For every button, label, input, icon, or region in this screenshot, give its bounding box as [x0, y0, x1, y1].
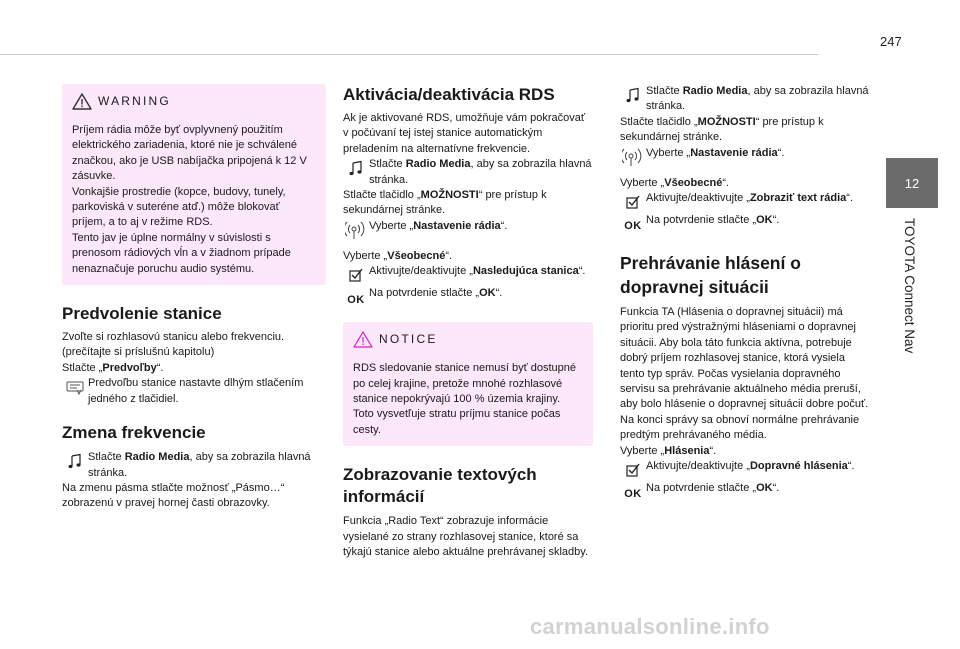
- warning-text-1: Príjem rádia môže byť ovplyvnený použitím elektrického zariadenia, ktoré nie je schválené značkou, ako je USB nabíjačka pripojená k 12 V zásuvke.: [72, 124, 307, 183]
- watermark: carmanualsonline.info: [530, 614, 770, 639]
- traffic-p2: Vyberte „Hlásenia“.: [620, 444, 717, 457]
- warning-title: WARNING: [98, 93, 171, 108]
- music-note-icon: [625, 87, 641, 103]
- c3-step-1: Stlačte Radio Media, aby sa zobrazila hlavná stránka.: [620, 84, 872, 115]
- zmena-step-text: Stlačte Radio Media, aby sa zobrazila hlavná stránka.: [88, 451, 311, 479]
- predvolenie-step: [62, 376, 326, 407]
- heading-text-info: Zobrazovanie textových informácií: [343, 465, 537, 507]
- column-3: [620, 84, 872, 503]
- preset-button-icon: [65, 379, 85, 395]
- text-info-p1: Funkcia „Radio Text“ zobrazuje informácie vysielané zo strany rozhlasovej stanice, ktoré sa týkajú stanice alebo aktuálne prehrávanej skladby.: [343, 515, 589, 559]
- rds-step-4: OK Na potvrdenie stlačte „OK“.: [343, 286, 593, 308]
- page-number: 247: [880, 34, 902, 49]
- predvolenie-p3: Stlačte „Predvoľby“.: [62, 361, 164, 374]
- warning-text-2: Vonkajšie prostredie (kopce, budovy, tunely, parkoviská v suteréne atď.) môže blokovať príjem, a to aj v režime RDS.: [72, 185, 286, 229]
- zmena-step: [62, 450, 326, 481]
- radio-settings-icon: [622, 147, 644, 167]
- checkbox-icon: [625, 462, 641, 478]
- checkbox-icon: [348, 267, 364, 283]
- heading-zmena: Zmena frekvencie: [62, 423, 206, 443]
- predvolenie-p1: Zvoľte si rozhlasovú stanicu alebo frekvenciu.: [62, 331, 285, 344]
- chapter-number: 12: [904, 175, 920, 191]
- rds-step-2: Vyberte „Nastavenie rádia“.: [343, 219, 593, 241]
- rds-step-3: Aktivujte/deaktivujte „Nasledujúca stanica“.: [343, 264, 593, 286]
- music-note-icon: [348, 160, 364, 176]
- traffic-step-1: Aktivujte/deaktivujte „Dopravné hlásenia“.: [620, 459, 872, 481]
- c3-p1: Stlačte tlačidlo „MOŽNOSTI“ pre prístup k sekundárnej stránke.: [620, 115, 824, 144]
- notice-icon: [353, 331, 373, 348]
- ok-button-icon: OK: [624, 220, 642, 233]
- heading-traffic: Prehrávanie hlásení o dopravnej situácii: [620, 253, 801, 298]
- ok-button-icon: OK: [347, 293, 365, 306]
- traffic-p1: Funkcia TA (Hlásenia o dopravnej situácii) má prioritu pred výstražnými hláseniami o dopravnej situácii. Aby bola táto funkcia aktívna, potrebuje dobrý príjem rozhlasovej stanice, ktorá vysiela tento typ správ. Počas vysielania dopravného servisu sa prehrávanie aktuálneho média preruší, aby bolo hlásenie o dopravnej situácii dobre počuť. Na konci správy sa obnoví normálne prehrávanie predtým prehrávaného média.: [620, 306, 869, 442]
- heading-predvolenie: Predvolenie stanice: [62, 304, 222, 324]
- checkbox-icon: [625, 194, 641, 210]
- warning-text-3: Tento jav je úplne normálny v súvislosti s prenosom rádiových vĺn a v žiadnom prípade nenaznačuje poruchu audio systému.: [72, 231, 291, 275]
- traffic-step-2: OK Na potvrdenie stlačte „OK“.: [620, 481, 872, 503]
- warning-box: [62, 84, 326, 285]
- header-rule: [0, 54, 818, 55]
- c3-step-2: Vyberte „Nastavenie rádia“.: [620, 146, 872, 168]
- rds-p3: Vyberte „Všeobecné“.: [343, 249, 453, 262]
- ok-button-icon: OK: [624, 488, 642, 501]
- predvolenie-p2: (prečítajte si príslušnú kapitolu): [62, 346, 215, 359]
- chapter-title: TOYOTA Connect Nav: [902, 218, 917, 354]
- radio-settings-icon: [345, 220, 367, 240]
- predvolenie-step-text: Predvoľbu stanice nastavte dlhým stlačením jedného z tlačidiel.: [88, 377, 304, 405]
- chapter-title-vertical: [881, 218, 937, 498]
- zmena-p1: Na zmenu pásma stlačte možnosť „Pásmo…“ zobrazenú v pravej hornej časti obrazovky.: [62, 481, 285, 510]
- c3-step-3: Aktivujte/deaktivujte „Zobraziť text rádia“.: [620, 191, 872, 213]
- rds-p1: Ak je aktivované RDS, umožňuje vám pokračovať v počúvaní tej istej stanice automatickým preladením na alternatívne frekvencie.: [343, 112, 585, 155]
- c3-step-4: OK Na potvrdenie stlačte „OK“.: [620, 213, 872, 235]
- notice-box: [343, 322, 593, 446]
- rds-step-1: Stlačte Radio Media, aby sa zobrazila hlavná stránka.: [343, 157, 593, 188]
- heading-rds: Aktivácia/deaktivácia RDS: [343, 85, 555, 104]
- column-2: [343, 84, 593, 561]
- notice-text: RDS sledovanie stanice nemusí byť dostupné po celej krajine, pretože mnohé rozhlasové stanice nepokrývajú 100 % územia krajiny. Toto vysvetľuje stratu príjmu stanice počas cesty.: [353, 362, 577, 436]
- rds-p2: Stlačte tlačidlo „MOŽNOSTI“ pre prístup k sekundárnej stránke.: [343, 189, 547, 217]
- c3-p2: Vyberte „Všeobecné“.: [620, 176, 730, 189]
- column-1: [62, 84, 326, 512]
- warning-icon: [72, 93, 92, 110]
- chapter-tab[interactable]: [886, 158, 938, 208]
- music-note-icon: [67, 453, 83, 469]
- notice-title: NOTICE: [379, 332, 438, 347]
